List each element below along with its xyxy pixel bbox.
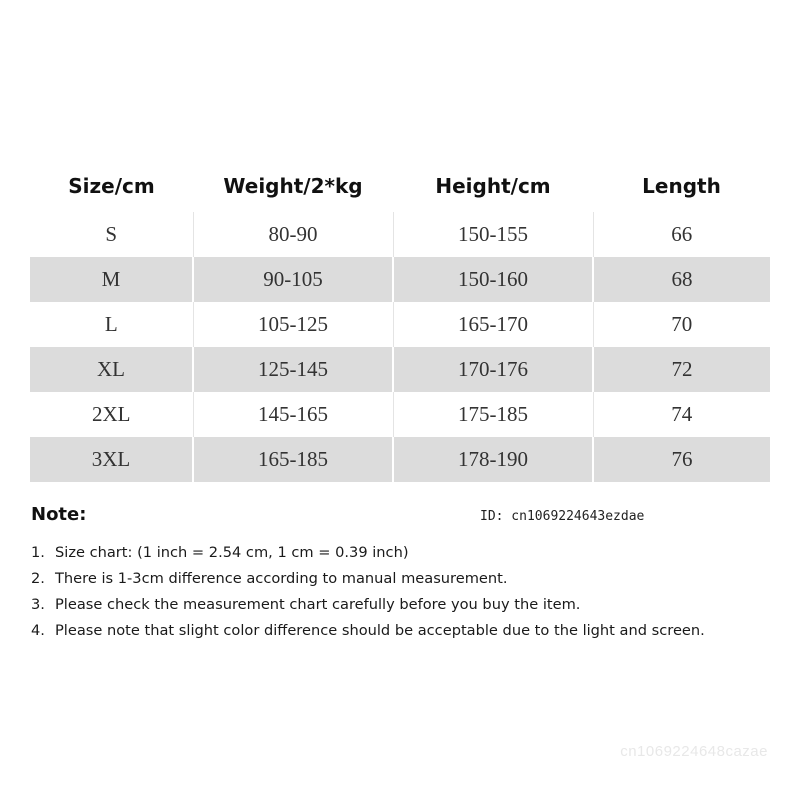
- cell-weight: 165-185: [193, 437, 393, 482]
- cell-weight: 105-125: [193, 302, 393, 347]
- table-header-row: [30, 160, 770, 212]
- cell-height: 150-155: [393, 212, 593, 257]
- list-item: [31, 542, 705, 568]
- cell-height: 170-176: [393, 347, 593, 392]
- list-item-number: 2.: [31, 570, 45, 587]
- cell-weight: 90-105: [193, 257, 393, 302]
- table-row: [30, 392, 770, 437]
- list-item-number: 1.: [31, 544, 45, 561]
- list-item-text: Please check the measurement chart carefully before you buy the item.: [55, 596, 581, 613]
- cell-length: 76: [593, 437, 770, 482]
- cell-height: 150-160: [393, 257, 593, 302]
- cell-size: L: [104, 312, 118, 336]
- table-row: [30, 302, 770, 347]
- table-row: [30, 437, 770, 482]
- column-header-height: Height/cm: [435, 174, 551, 198]
- notes-list: [31, 542, 705, 646]
- list-item-text: There is 1-3cm difference according to manual measurement.: [55, 570, 508, 587]
- cell-height: 175-185: [393, 392, 593, 437]
- table-row: [30, 257, 770, 302]
- cell-length: 68: [593, 257, 770, 302]
- cell-weight: 145-165: [193, 392, 393, 437]
- cell-length: 70: [593, 302, 770, 347]
- cell-length: 72: [593, 347, 770, 392]
- table-row: [30, 347, 770, 392]
- cell-length: 66: [593, 212, 770, 257]
- list-item-number: 3.: [31, 596, 45, 613]
- cell-weight: 80-90: [193, 212, 393, 257]
- list-item-text: Please note that slight color difference should be acceptable due to the light and screen.: [55, 622, 705, 639]
- column-header-size: Size/cm: [68, 174, 155, 198]
- cell-weight: 125-145: [193, 347, 393, 392]
- table-row: [30, 212, 770, 257]
- list-item: [31, 620, 705, 646]
- product-id-label: ID: cn1069224643ezdae: [480, 509, 645, 524]
- cell-height: 178-190: [393, 437, 593, 482]
- cell-size: S: [105, 222, 118, 246]
- column-header-weight: Weight/2*kg: [223, 174, 363, 198]
- list-item: [31, 594, 705, 620]
- size-chart-table: [30, 160, 770, 482]
- note-title: Note:: [31, 504, 87, 525]
- watermark: cn1069224648cazae: [620, 743, 768, 760]
- cell-length: 74: [593, 392, 770, 437]
- cell-size: 2XL: [92, 402, 131, 426]
- cell-size: 3XL: [30, 437, 193, 482]
- cell-height: 165-170: [393, 302, 593, 347]
- cell-size: M: [30, 257, 193, 302]
- list-item-number: 4.: [31, 622, 45, 639]
- list-item: [31, 568, 705, 594]
- column-header-length: Length: [642, 174, 721, 198]
- cell-size: XL: [30, 347, 193, 392]
- list-item-text: Size chart: (1 inch = 2.54 cm, 1 cm = 0.39 inch): [55, 544, 409, 561]
